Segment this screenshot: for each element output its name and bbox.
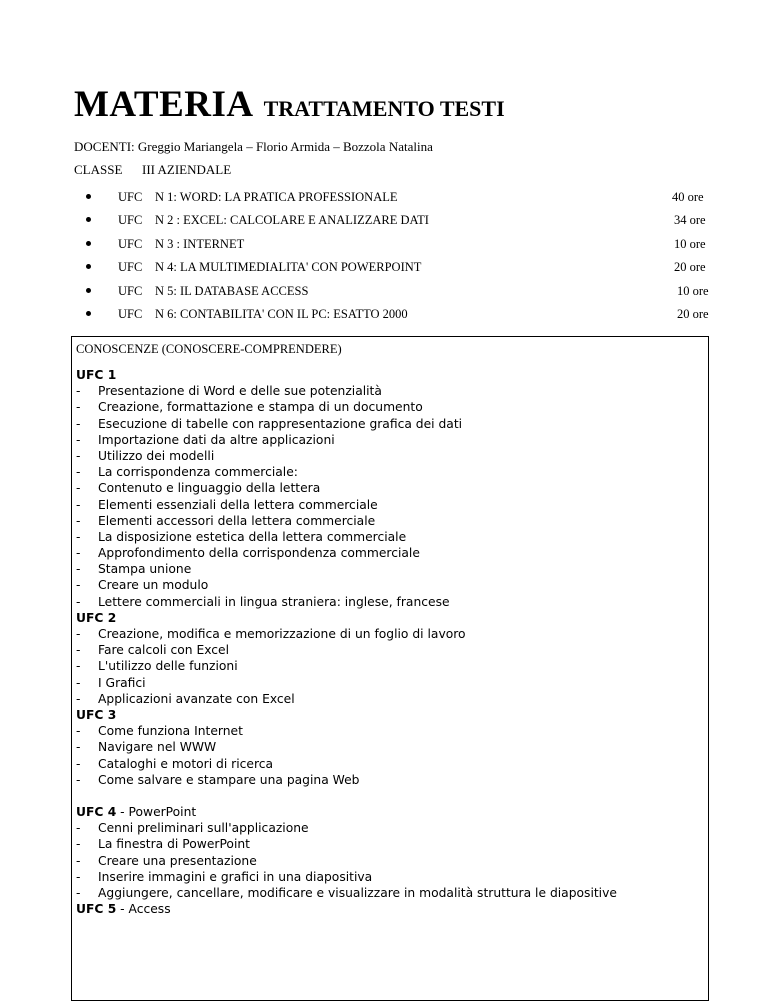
dash-marker: -: [76, 497, 81, 512]
ufc-name: N 6: CONTABILITA' CON IL PC: ESATTO 2000: [155, 306, 408, 321]
dash-marker: -: [76, 772, 81, 787]
dash-marker: -: [76, 659, 81, 674]
list-item: [76, 416, 704, 432]
dash-marker: -: [76, 675, 81, 690]
ufc-hours: 40 ore: [672, 190, 704, 204]
ufc2-title: UFC 2: [76, 610, 117, 625]
ufc-hours: 20 ore: [677, 306, 709, 321]
list-item: [76, 836, 704, 852]
ufc4-title: UFC 4: [76, 805, 117, 820]
list-item: [76, 383, 704, 399]
dash-marker: -: [76, 465, 81, 480]
classe-value: III AZIENDALE: [142, 162, 232, 177]
bullet-icon: [86, 311, 91, 316]
dash-marker: -: [76, 562, 81, 577]
ufc4-subtitle: - PowerPoint: [116, 805, 197, 820]
ufc1-heading: [76, 367, 704, 383]
bullet-icon: [86, 217, 91, 222]
item-text: Elementi accessori della lettera commerciale: [98, 513, 376, 528]
dash-marker: -: [76, 529, 81, 544]
ufc4-heading: [76, 804, 704, 820]
dash-marker: -: [76, 594, 81, 609]
list-item: [86, 260, 706, 283]
list-item: [86, 190, 706, 213]
ufc2-items: [76, 626, 704, 707]
list-item: [76, 772, 704, 788]
list-item: [76, 448, 704, 464]
ufc-hours: 10 ore: [677, 283, 709, 298]
ufc-code: UFC: [118, 283, 143, 298]
ufc-name: N 4: LA MULTIMEDIALITA' CON POWERPOINT: [155, 260, 422, 275]
ufc-hours: 10 ore: [674, 236, 706, 251]
dash-marker: -: [76, 886, 81, 900]
list-item: [76, 464, 704, 480]
ufc5-heading: [76, 901, 704, 917]
docenti-line: DOCENTI: Greggio Mariangela – Florio Armida – Bozzola Natalina: [74, 139, 433, 154]
list-item: [76, 497, 704, 513]
item-text: Creare un modulo: [98, 578, 209, 593]
bullet-icon: [86, 194, 91, 199]
ufc3-title: UFC 3: [76, 707, 117, 722]
item-text: Approfondimento della corrispondenza commerciale: [98, 546, 420, 561]
list-item: [76, 723, 704, 739]
item-text: Fare calcoli con Excel: [98, 643, 230, 658]
list-item: [76, 756, 704, 772]
dash-marker: -: [76, 416, 81, 431]
ufc1-items: [76, 383, 704, 610]
dash-marker: -: [76, 643, 81, 658]
list-item: [76, 626, 704, 642]
ufc2-heading: [76, 610, 704, 626]
item-text: Creazione, modifica e memorizzazione di un foglio di lavoro: [98, 627, 466, 641]
list-item: [86, 213, 706, 236]
ufc-code: UFC: [118, 190, 143, 204]
ufc-code: UFC: [118, 213, 143, 228]
dash-marker: -: [76, 578, 81, 593]
dash-marker: -: [76, 853, 81, 868]
ufc-code: UFC: [118, 236, 143, 251]
dash-marker: -: [76, 724, 81, 739]
item-text: Lettere commerciali in lingua straniera: inglese, francese: [98, 594, 450, 609]
list-item: [76, 853, 704, 869]
dash-marker: -: [76, 546, 81, 561]
item-text: Cataloghi e motori di ricerca: [98, 756, 274, 771]
list-item: [76, 594, 704, 610]
ufc3-items: [76, 723, 704, 788]
item-text: Inserire immagini e grafici in una diapositiva: [98, 869, 373, 884]
bullet-icon: [86, 241, 91, 246]
ufc5-subtitle: - Access: [116, 902, 171, 917]
list-item: [86, 306, 709, 330]
list-item: [86, 283, 709, 307]
item-text: Contenuto e linguaggio della lettera: [98, 481, 321, 496]
dash-marker: -: [76, 837, 81, 852]
dash-marker: -: [76, 691, 81, 706]
list-item: [76, 691, 704, 707]
list-item: [76, 432, 704, 448]
item-text: Presentazione di Word e delle sue potenzialità: [98, 384, 382, 399]
dash-marker: -: [76, 448, 81, 463]
list-item: [76, 480, 704, 496]
list-item: [86, 237, 706, 260]
item-text: Creazione, formattazione e stampa di un documento: [98, 400, 423, 415]
ufc-name: N 3 : INTERNET: [155, 236, 245, 251]
item-text: La disposizione estetica della lettera commerciale: [98, 529, 407, 544]
item-text: Utilizzo dei modelli: [98, 448, 215, 463]
item-text: Importazione dati da altre applicazioni: [98, 432, 335, 447]
list-item: [76, 642, 704, 658]
item-text: L'utilizzo delle funzioni: [98, 659, 238, 674]
list-item: [76, 885, 704, 901]
item-text: Elementi essenziali della lettera commerciale: [98, 497, 378, 512]
dash-marker: -: [76, 756, 81, 771]
dash-marker: -: [76, 432, 81, 447]
list-item: [76, 577, 704, 593]
ufc-name: N 5: IL DATABASE ACCESS: [155, 283, 309, 298]
dash-marker: -: [76, 869, 81, 884]
title-main: MATERIA: [74, 84, 254, 125]
document-title: [74, 83, 505, 126]
classe-label: CLASSE: [74, 162, 123, 177]
item-text: Come salvare e stampare una pagina Web: [98, 772, 360, 787]
item-text: Come funziona Internet: [98, 724, 243, 739]
list-item: [76, 869, 704, 885]
ufc-code: UFC: [118, 306, 143, 321]
item-text: Aggiungere, cancellare, modificare e visualizzare in modalità struttura le diapositive: [98, 886, 617, 900]
ufc-list: [86, 190, 709, 330]
box-heading: CONOSCENZE (CONOSCERE-COMPRENDERE): [76, 342, 342, 356]
ufc-name: N 2 : EXCEL: CALCOLARE E ANALIZZARE DATI: [155, 213, 429, 228]
dash-marker: -: [76, 627, 81, 641]
list-item: [76, 399, 704, 415]
dash-marker: -: [76, 513, 81, 528]
bullet-icon: [86, 288, 91, 293]
dash-marker: -: [76, 400, 81, 415]
list-item: [76, 658, 704, 674]
item-text: Applicazioni avanzate con Excel: [98, 691, 295, 706]
ufc5-title: UFC 5: [76, 902, 117, 917]
dash-marker: -: [76, 821, 81, 836]
list-item: [76, 545, 704, 561]
ufc-hours: 20 ore: [674, 260, 706, 275]
ufc1-title: UFC 1: [76, 368, 117, 382]
dash-marker: -: [76, 481, 81, 496]
list-item: [76, 561, 704, 577]
ufc3-heading: [76, 707, 704, 723]
item-text: Navigare nel WWW: [98, 740, 217, 755]
classe-line: [74, 162, 232, 178]
conoscenze-box: [71, 336, 709, 1001]
ufc-hours: 34 ore: [674, 213, 706, 228]
list-item: [76, 739, 704, 755]
item-text: Stampa unione: [98, 562, 192, 577]
box-content: [76, 367, 704, 917]
list-item: [76, 820, 704, 836]
item-text: I Grafici: [98, 675, 146, 690]
list-item: [76, 513, 704, 529]
item-text: La corrispondenza commerciale:: [98, 465, 298, 480]
title-sub: TRATTAMENTO TESTI: [263, 96, 505, 121]
item-text: Esecuzione di tabelle con rappresentazione grafica dei dati: [98, 416, 463, 431]
item-text: Cenni preliminari sull'applicazione: [98, 821, 309, 836]
dash-marker: -: [76, 740, 81, 755]
list-item: [76, 529, 704, 545]
item-text: La finestra di PowerPoint: [98, 837, 250, 852]
spacer: [76, 788, 704, 804]
item-text: Creare una presentazione: [98, 853, 257, 868]
dash-marker: -: [76, 384, 81, 399]
ufc-code: UFC: [118, 260, 143, 275]
bullet-icon: [86, 264, 91, 269]
ufc4-items: [76, 820, 704, 901]
list-item: [76, 675, 704, 691]
ufc-name: N 1: WORD: LA PRATICA PROFESSIONALE: [155, 190, 398, 204]
